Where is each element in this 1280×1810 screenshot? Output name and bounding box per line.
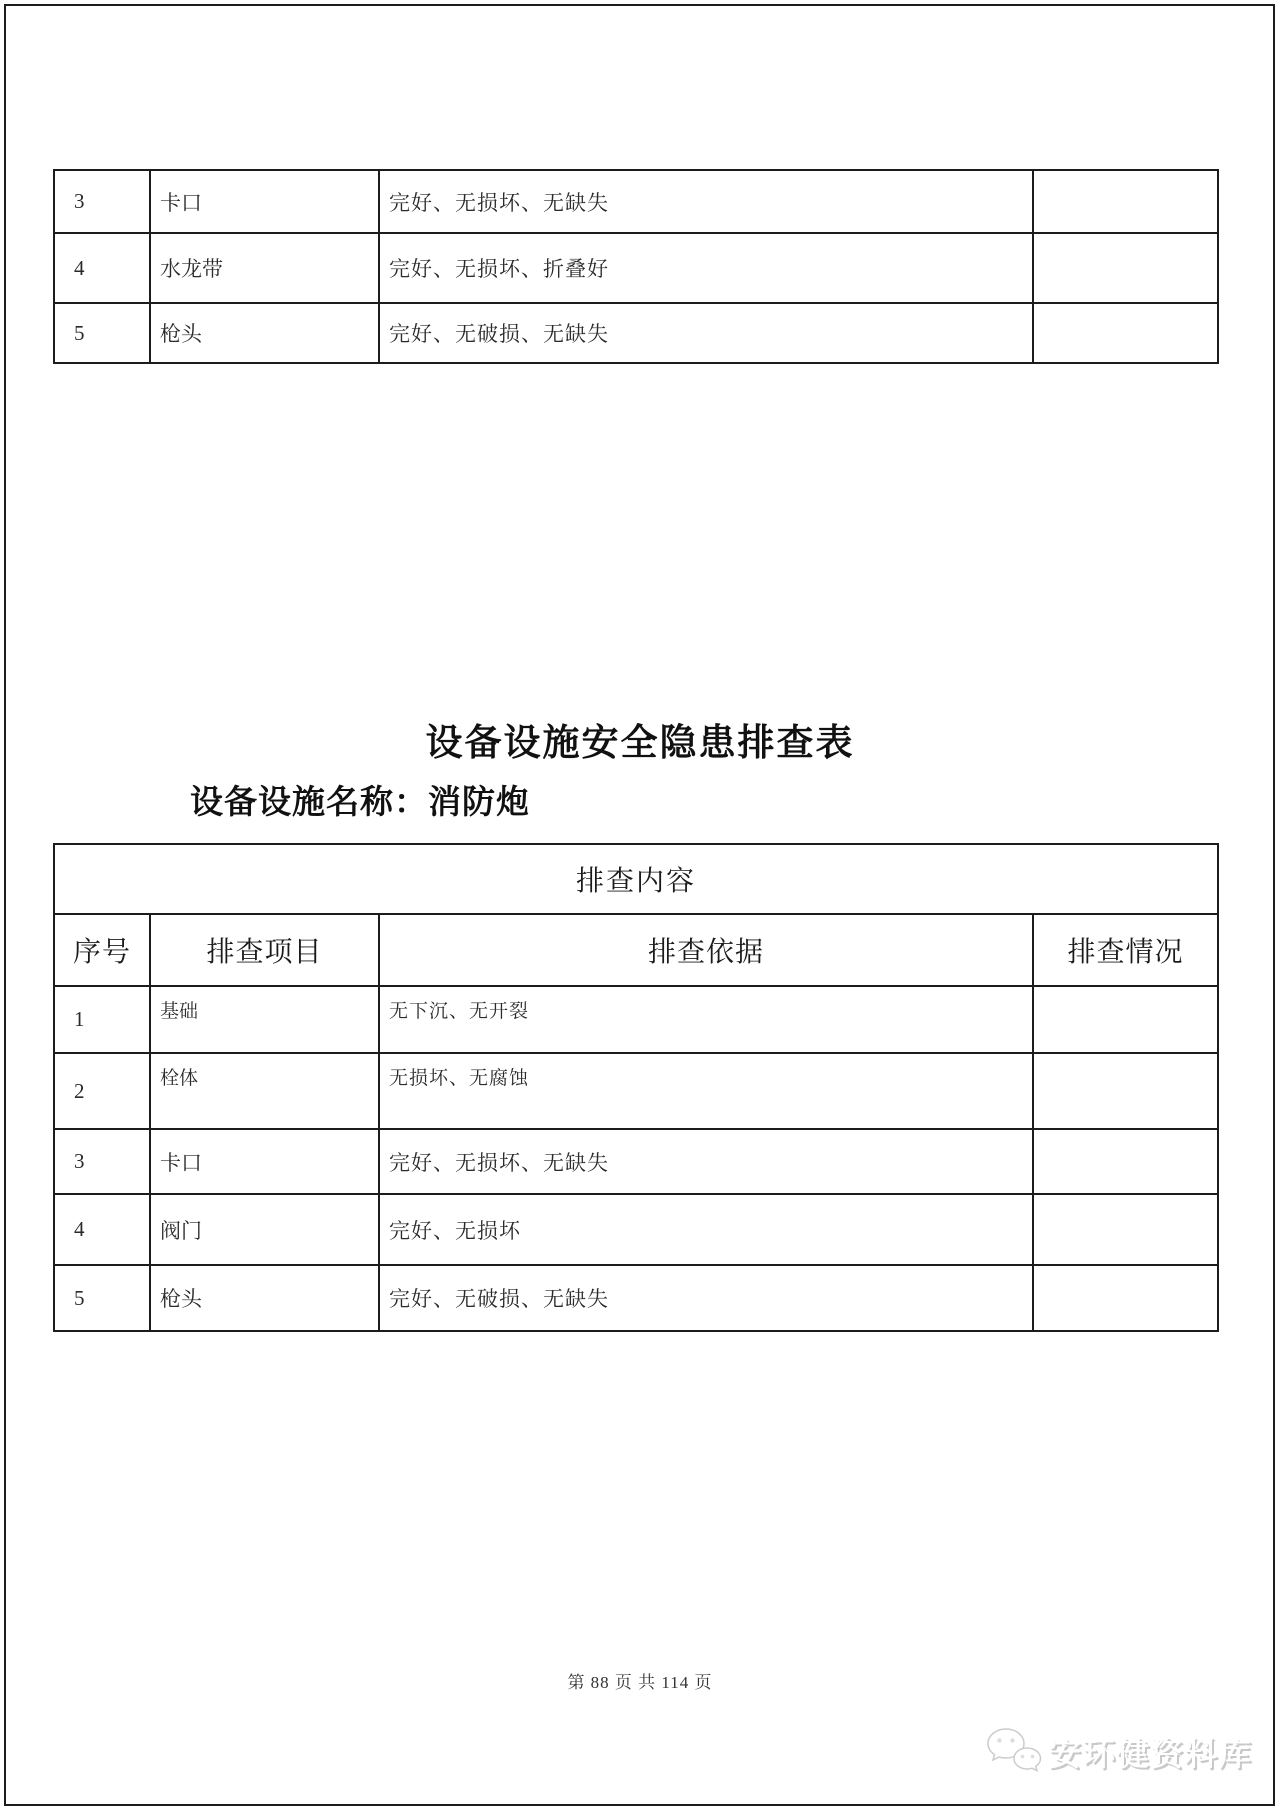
inspection-basis: 完好、无损坏、折叠好 <box>379 233 1033 303</box>
inspection-basis: 完好、无损坏、无缺失 <box>379 170 1033 233</box>
row-number: 5 <box>54 1265 150 1331</box>
inspection-status-cell <box>1033 1129 1218 1194</box>
table-row <box>54 170 1218 233</box>
table-banner: 排查内容 <box>54 844 1218 914</box>
column-header-no: 序号 <box>54 914 150 986</box>
table-row <box>54 303 1218 363</box>
inspection-item: 栓体 <box>150 1053 379 1129</box>
column-header-item: 排查项目 <box>150 914 379 986</box>
table-row <box>54 1265 1218 1331</box>
inspection-item: 卡口 <box>150 170 379 233</box>
inspection-basis: 完好、无破损、无缺失 <box>379 303 1033 363</box>
row-number: 3 <box>54 170 150 233</box>
inspection-basis: 完好、无损坏、无缺失 <box>379 1129 1033 1194</box>
table-row <box>54 1194 1218 1265</box>
inspection-status-cell <box>1033 986 1218 1053</box>
page-title: 设备设施安全隐患排查表 <box>425 723 855 764</box>
inspection-item: 枪头 <box>150 1265 379 1331</box>
column-header-status: 排查情况 <box>1033 914 1218 986</box>
inspection-basis: 完好、无破损、无缺失 <box>379 1265 1033 1331</box>
row-number: 3 <box>54 1129 150 1194</box>
inspection-item: 基础 <box>150 986 379 1053</box>
table-header-row <box>54 914 1218 986</box>
inspection-status-cell <box>1033 1194 1218 1265</box>
table-row <box>54 986 1218 1053</box>
inspection-basis: 无损坏、无腐蚀 <box>379 1053 1033 1129</box>
inspection-status-cell <box>1033 1053 1218 1129</box>
inspection-item: 水龙带 <box>150 233 379 303</box>
watermark-text: 安环健资料库 <box>1049 1736 1254 1772</box>
page-number: 第 88 页 共 114 页 <box>567 1673 713 1692</box>
table-banner-row <box>54 844 1218 914</box>
inspection-status-cell <box>1033 1265 1218 1331</box>
equipment-name-label: 设备设施名称：消防炮 <box>190 785 530 821</box>
inspection-item: 阀门 <box>150 1194 379 1265</box>
watermark <box>985 1726 1253 1778</box>
table-row <box>54 1129 1218 1194</box>
inspection-basis: 无下沉、无开裂 <box>379 986 1033 1053</box>
inspection-status-cell <box>1033 303 1218 363</box>
column-header-basis: 排查依据 <box>379 914 1033 986</box>
row-number: 5 <box>54 303 150 363</box>
inspection-table <box>53 843 1219 1332</box>
previous-page-inspection-table <box>53 169 1219 364</box>
inspection-item: 卡口 <box>150 1129 379 1194</box>
table-row <box>54 1053 1218 1129</box>
row-number: 2 <box>54 1053 150 1129</box>
row-number: 4 <box>54 233 150 303</box>
inspection-item: 枪头 <box>150 303 379 363</box>
table-row <box>54 233 1218 303</box>
inspection-basis: 完好、无损坏 <box>379 1194 1033 1265</box>
row-number: 4 <box>54 1194 150 1265</box>
inspection-status-cell <box>1033 233 1218 303</box>
row-number: 1 <box>54 986 150 1053</box>
inspection-status-cell <box>1033 170 1218 233</box>
wechat-chat-bubbles-icon <box>985 1726 1043 1778</box>
